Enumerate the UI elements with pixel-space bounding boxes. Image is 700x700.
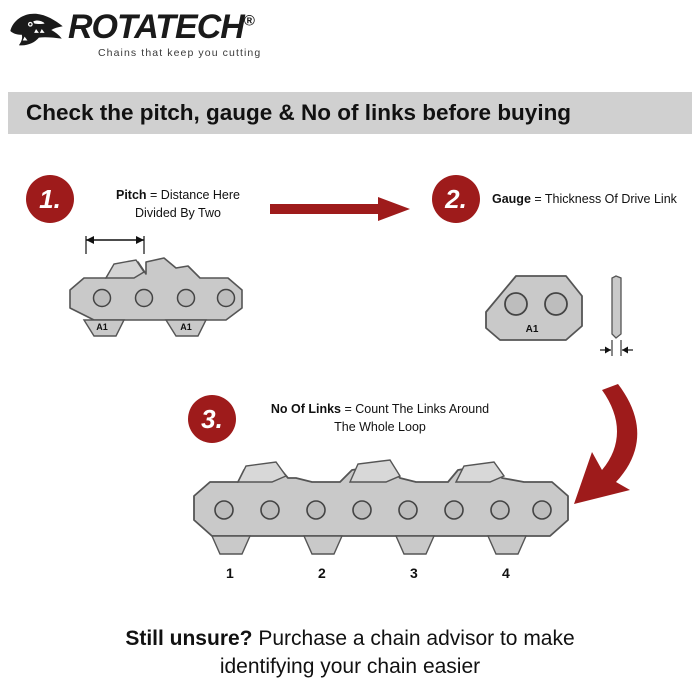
fish-head-icon [8,10,66,50]
header-banner [8,92,692,134]
link-number-1: 1 [226,565,234,581]
link-count-labels [180,565,580,587]
step-2-term: Gauge [492,192,531,206]
chain-links-diagram [180,448,580,568]
footer-message [0,625,700,682]
link-number-4: 4 [502,565,510,581]
footer-line2: identifying your chain easier [219,655,481,679]
link-number-3: 3 [410,565,418,581]
brand-name: ROTATECH [68,8,244,46]
step-badge-3: 3. [188,395,236,443]
step-1-term: Pitch [115,188,147,202]
svg-text:A1: A1 [96,322,108,332]
step-caption-2 [492,190,700,208]
chain-gauge-diagram [470,252,650,367]
link-number-2: 2 [318,565,326,581]
svg-text:A1: A1 [180,322,192,332]
step-3-term: No Of Links [270,402,341,416]
chain-pitch-diagram [60,228,290,358]
banner-heading: Check the pitch, gauge & No of links before buying [26,100,572,125]
step-3-definition: = Count The Links Around [341,402,490,416]
arrow-right-icon [270,196,410,222]
brand-logo [8,8,348,66]
step-3-definition-line2: The Whole Loop [334,420,426,435]
step-badge-1: 1. [26,175,74,223]
footer-bold-text: Still unsure? [125,627,253,650]
brand-wordmark [68,8,254,47]
step-caption-3 [250,400,510,436]
step-1-definition-line2: Divided By Two [135,206,221,221]
brand-tagline: Chains that keep you cutting [98,47,262,59]
step-caption-1 [88,186,268,222]
registered-mark: ® [243,12,254,30]
step-1-definition: = Distance Here [146,188,240,202]
svg-text:A1: A1 [525,324,539,335]
step-2-definition: = Thickness Of Drive Link [530,192,677,206]
footer-rest-text: Purchase a chain advisor to make [252,627,575,650]
step-badge-2: 2. [432,175,480,223]
